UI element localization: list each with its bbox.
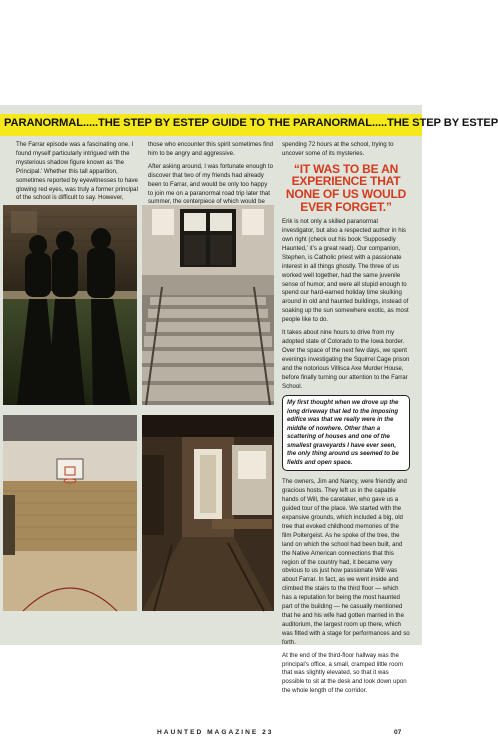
gym-photo [3, 415, 137, 611]
magazine-page [0, 105, 498, 736]
article-column-2 [148, 141, 274, 211]
hallway-photo [142, 415, 274, 611]
section-banner [0, 114, 498, 136]
page-number: 07 [394, 729, 402, 736]
pull-quote: “IT WAS TO BE AN EXPERIENCE THAT NONE OF US WOULD EVER FORGET.” [285, 161, 407, 214]
paragraph: those who encounter this spirit sometimes find him to be angry and aggressive. [148, 141, 273, 157]
paragraph: It takes about nine hours to drive from my adopted state of Colorado to the Iowa border. Over the space of the next few days, we spent evenings investigating the Squirrel Cage prison and the notorious Villisca Axe Murder House, before finally turning our attention to the Farrar School. [282, 329, 410, 390]
shadows-photo [3, 205, 137, 405]
paragraph: The owners, Jim and Nancy, were friendly and gracious hosts. They left us in the capable hands of Will, the caretaker, who gave us a guided tour of the place. We started with the expansive grounds, which included a big, old tree that evoked childhood memories of the film Poltergeist. As he spoke of the tree, the land on which the school had been built, and the Native American connections that this region of the country had, it became very obvious to us just how passionate Will was about Farrar. In fact, as we went inside and climbed the stairs to the third floor — which has a reputation for being the most haunted part of the building — he casually mentioned that he and his wife had gotten married in the auditorium, the largest room up there, which was fitted with a stage for performances and so forth. [282, 478, 410, 646]
magazine-name: HAUNTED MAGAZINE 23 [157, 729, 274, 736]
banner-text: PARANORMAL.....THE STEP BY ESTEP GUIDE TO THE PARANORMAL.....THE STEP BY ESTEP [4, 117, 498, 129]
paragraph: Erik is not only a skilled paranormal investigator, but also a respected author in his own right (check out his book ‘Supposedly Haunted,’ it’s a great read). Our companion, Stephen, is Catholic priest with a passionate interest in all things ghostly. The three of us worked well together, had the same juvenile sense of humor, and were all stupid enough to spend our hard-earned holiday time skulking around in old and haunted buildings, instead of soaking up the sun somewhere exotic, as most people like to do. [282, 218, 409, 324]
page-footer [0, 729, 422, 741]
article-column-3 [282, 141, 410, 700]
paragraph: spending 72 hours at the school, trying to uncover some of its mysteries. [282, 141, 394, 157]
article-column-1 [16, 141, 140, 207]
callout-quote: My first thought when we drove up the long driveway that led to the imposing edifice was that we really were in the middle of nowhere. Other than a scattering of houses and one of the smallest graveyards I have ever seen, the only thing around us seemed to be fields and open space. [282, 395, 410, 471]
staircase-photo [142, 205, 274, 405]
paragraph: After asking around, I was fortunate enough to discover that two of my friends had already been to Farrar, and would be only too happy to join me on a paranormal road trip later that summer, the centerpiece of which would be [148, 162, 274, 206]
paragraph: The Farrar episode was a fascinating one. I found myself particularly intrigued with the mysterious shadow figure known as ‘the Principal.’ Whether this tall apparition, sometimes reported by eyewitnesses to have glowing red eyes, was truly a former principal of the school is difficult to say. However, [16, 141, 138, 202]
paragraph: At the end of the third-floor hallway was the principal’s office, a small, cramped little room that was slightly elevated, so that it was possible to sit at the desk and look down upon the whole length of the corridor. [282, 651, 407, 695]
